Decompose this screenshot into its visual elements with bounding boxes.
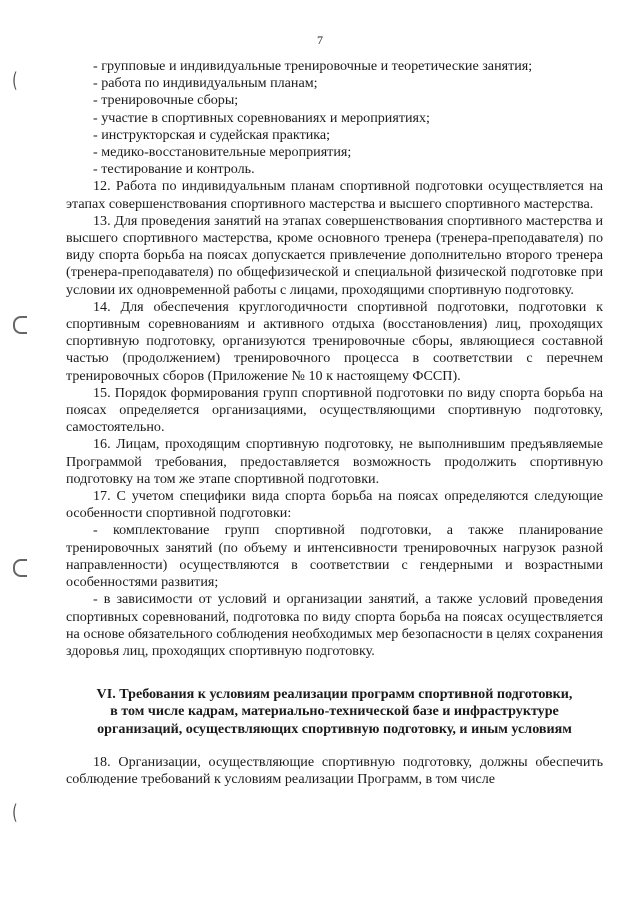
section-heading-line: VI. Требования к условиям реализации программ спортивной подготовки,: [96, 686, 573, 703]
paragraph-13: 13. Для проведения занятий на этапах совершенствования спортивного мастерства и высшего спортивного мастерства, кроме основного тренера (тренера-преподавателя) по виду спорта борьба на поясах допускается привлечение дополнительно второго тренера (тренера-преподавателя) по общефизической и специальной физической подготовке при условии их одновременной работы с лицами, проходящими спортивную подготовку.: [66, 212, 603, 298]
section-heading: [66, 686, 603, 738]
paragraph-17: 17. С учетом специфики вида спорта борьба на поясах определяются следующие особенности спортивной подготовки:: [66, 488, 603, 522]
paragraph-12: 12. Работа по индивидуальным планам спортивной подготовки осуществляется на этапах совершенствования спортивного мастерства и высшего спортивного мастерства.: [66, 178, 603, 212]
margin-mark: (: [12, 800, 18, 824]
binder-hole-mark: [13, 316, 27, 334]
list-item: - тестирование и контроль.: [93, 161, 255, 178]
list-item: - участие в спортивных соревнованиях и мероприятиях;: [93, 109, 430, 126]
paragraph-18: 18. Организации, осуществляющие спортивную подготовку, должны обеспечить соблюдение требований к условиям реализации Программ, в том числе: [66, 753, 603, 787]
paragraph-16: 16. Лицам, проходящим спортивную подготовку, не выполнившим предъявляемые Программой требования, предоставляется возможность продолжить спортивную подготовку на том же этапе спортивной подготовки.: [66, 436, 603, 487]
paragraph-15: 15. Порядок формирования групп спортивной подготовки по виду спорта борьба на поясах определяется организациями, осуществляющими спортивную подготовку, самостоятельно.: [66, 384, 603, 436]
list-item: - инструкторская и судейская практика;: [93, 126, 331, 143]
paragraph-17-item-b: - в зависимости от условий и организации занятий, а также условий проведения спортивных соревнований, подготовка по виду спорта борьба на поясах осуществляется на основе обязательного соблюдения необходимых мер безопасности в целях сохранения здоровья лиц, проходящих спортивную подготовку.: [66, 591, 603, 659]
list-item: - медико-восстановительные мероприятия;: [93, 144, 352, 161]
margin-mark: (: [12, 68, 18, 92]
binder-hole-mark: [13, 559, 27, 577]
paragraph-14: 14. Для обеспечения круглогодичности спортивной подготовки, подготовки к спортивным соревнованиям и активного отдыха (восстановления) лиц, проходящих спортивную подготовку, организуются тренировочные сборы, являющиеся составной частью (продолжением) тренировочного процесса в соответствии с перечнем тренировочных сборов (Приложение № 10 к настоящему ФССП).: [66, 298, 603, 384]
section-heading-line: организаций, осуществляющих спортивную подготовку, и иным условиям: [97, 720, 572, 737]
document-body: [66, 58, 603, 788]
section-heading-line: в том числе кадрам, материально-технической базе и инфраструктуре: [110, 703, 559, 720]
page-number: 7: [317, 33, 323, 47]
list-item: - тренировочные сборы;: [93, 92, 239, 109]
list-item: - работа по индивидуальным планам;: [93, 75, 318, 92]
paragraph-17-item-a: - комплектование групп спортивной подготовки, а также планирование тренировочных занятий (по объему и интенсивности тренировочных нагрузок разной направленности) осуществляются в соответствии с гендерными и возрастными особенностями развития;: [66, 522, 603, 591]
list-item: - групповые и индивидуальные тренировочные и теоретические занятия;: [93, 58, 533, 74]
